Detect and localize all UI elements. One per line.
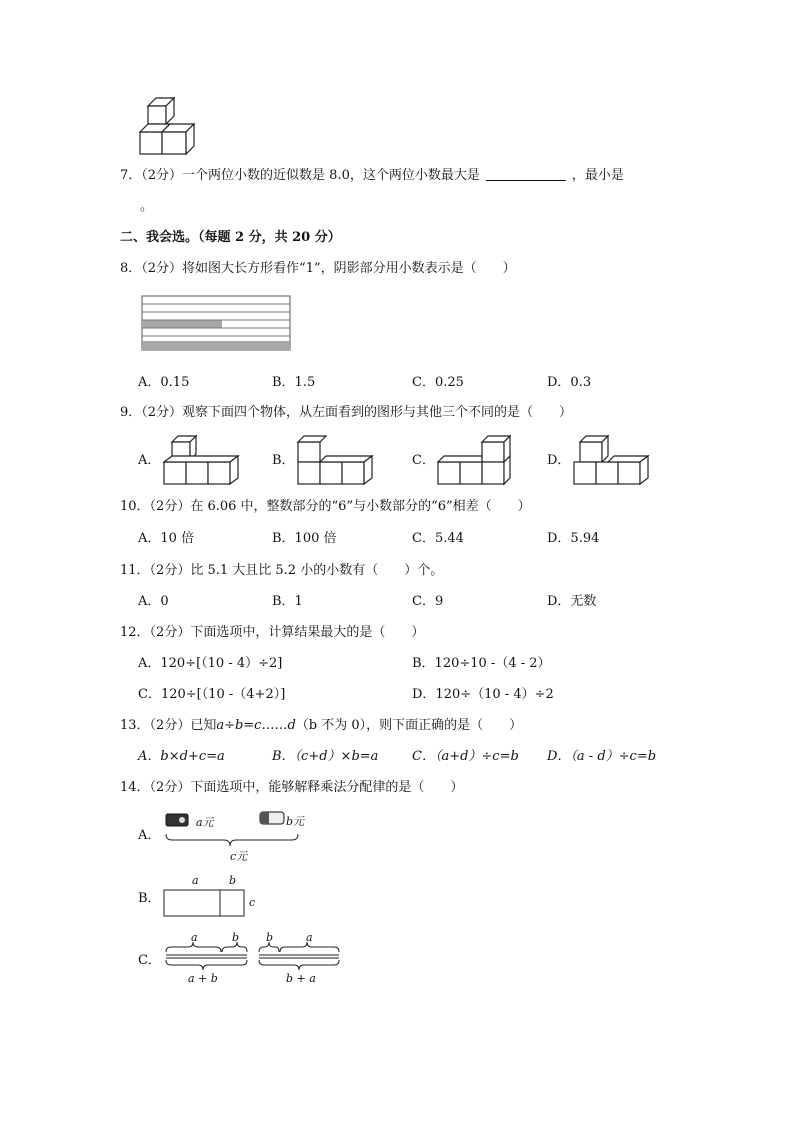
cube-stack-figure (138, 96, 198, 156)
q12-text: 12．（2分）下面选项中，计算结果最大的是（ ） (120, 625, 425, 640)
q11-option-c[interactable]: C．9 (412, 594, 444, 609)
q8-text: 8．（2分）将如图大长方形看作“1”，阴影部分用小数表示是（ ） (120, 261, 516, 276)
q14-option-b[interactable]: B． (138, 891, 161, 906)
q11-option-a[interactable]: A．0 (138, 594, 169, 609)
q14-c-right-sum: b + a (286, 972, 316, 985)
q9-figure-d (572, 434, 652, 486)
q9-option-d[interactable]: D． (547, 453, 571, 468)
q13-text: 13．（2分）已知a÷b=c……d（b 不为 0），则下面正确的是（ ） (120, 718, 523, 733)
q8-option-b[interactable]: B．1.5 (272, 375, 316, 390)
q13-option-d[interactable]: D．（a - d）÷c=b (547, 749, 657, 764)
q9-option-a[interactable]: A． (138, 453, 161, 468)
q10-text: 10．（2分）在 6.06 中，整数部分的“6”与小数部分的“6”相差（ ） (120, 499, 531, 514)
q14-c-left-sum: a + b (188, 972, 218, 985)
q9-figure-a (162, 436, 242, 486)
q10-option-d[interactable]: D．5.94 (547, 531, 600, 546)
q10-option-b[interactable]: B．100 倍 (272, 531, 337, 546)
q11-option-b[interactable]: B．1 (272, 594, 303, 609)
q11-option-d[interactable]: D．无数 (547, 594, 597, 609)
pencil-sharpener-icon (166, 814, 188, 826)
q12-option-d[interactable]: D．120÷（10 - 4）÷2 (412, 687, 554, 702)
q7-line2: 。 (140, 199, 154, 214)
answer-blank[interactable] (486, 166, 566, 181)
q12-option-b[interactable]: B．120÷10 -（4 - 2） (412, 656, 551, 671)
q7-text: 7．（2分）一个两位小数的近似数是 8.0，这个两位小数最大是 ，最小是 (120, 168, 624, 183)
q13-option-c[interactable]: C．（a+d）÷c=b (412, 749, 519, 764)
q14-b-label-b: b (229, 874, 237, 887)
q9-option-b[interactable]: B． (272, 453, 295, 468)
q14-b-label-a: a (192, 874, 199, 887)
q9-figure-c (436, 436, 516, 486)
q14-a-label-c: c元 (230, 850, 248, 863)
q10-option-c[interactable]: C．5.44 (412, 531, 464, 546)
q11-text: 11．（2分）比 5.1 大且比 5.2 小的小数有（ ）个。 (120, 563, 444, 578)
q9-text: 9．（2分）观察下面四个物体，从左面看到的图形与其他三个不同的是（ ） (120, 405, 573, 420)
q13-option-a[interactable]: A．b×d+c=a (138, 749, 225, 764)
q12-option-a[interactable]: A．120÷[（10 - 4）÷2] (138, 656, 283, 671)
q8-option-d[interactable]: D．0.3 (547, 375, 592, 390)
q14-figure-b (164, 888, 246, 918)
q14-c-left-a: a (191, 931, 198, 944)
q8-option-a[interactable]: A．0.15 (138, 375, 190, 390)
q14-a-label-b: b元 (286, 815, 305, 828)
q14-c-right-b: b (266, 931, 274, 944)
q9-figure-b (296, 436, 376, 486)
q14-a-label-a: a元 (196, 816, 214, 829)
q14-text: 14．（2分）下面选项中，能够解释乘法分配律的是（ ） (120, 780, 464, 795)
q13-option-b[interactable]: B．（c+d）×b=a (272, 749, 379, 764)
eraser-icon (260, 812, 284, 824)
q14-c-right-a: a (306, 931, 313, 944)
cube-bottom-right (162, 124, 194, 154)
rectangle-figure (142, 296, 294, 354)
q8-option-c[interactable]: C．0.25 (412, 375, 464, 390)
cube-top (148, 98, 174, 124)
section-title: 二、我会选。（每题 2 分，共 20 分） (120, 230, 341, 245)
q12-option-c[interactable]: C．120÷[（10 -（4+2）] (138, 687, 286, 702)
q14-c-left-b: b (232, 931, 240, 944)
q14-option-a[interactable]: A． (138, 828, 161, 843)
q14-b-label-c: c (249, 896, 256, 909)
q10-option-a[interactable]: A．10 倍 (138, 531, 195, 546)
q14-option-c[interactable]: C． (138, 953, 161, 968)
q9-option-c[interactable]: C． (412, 453, 435, 468)
